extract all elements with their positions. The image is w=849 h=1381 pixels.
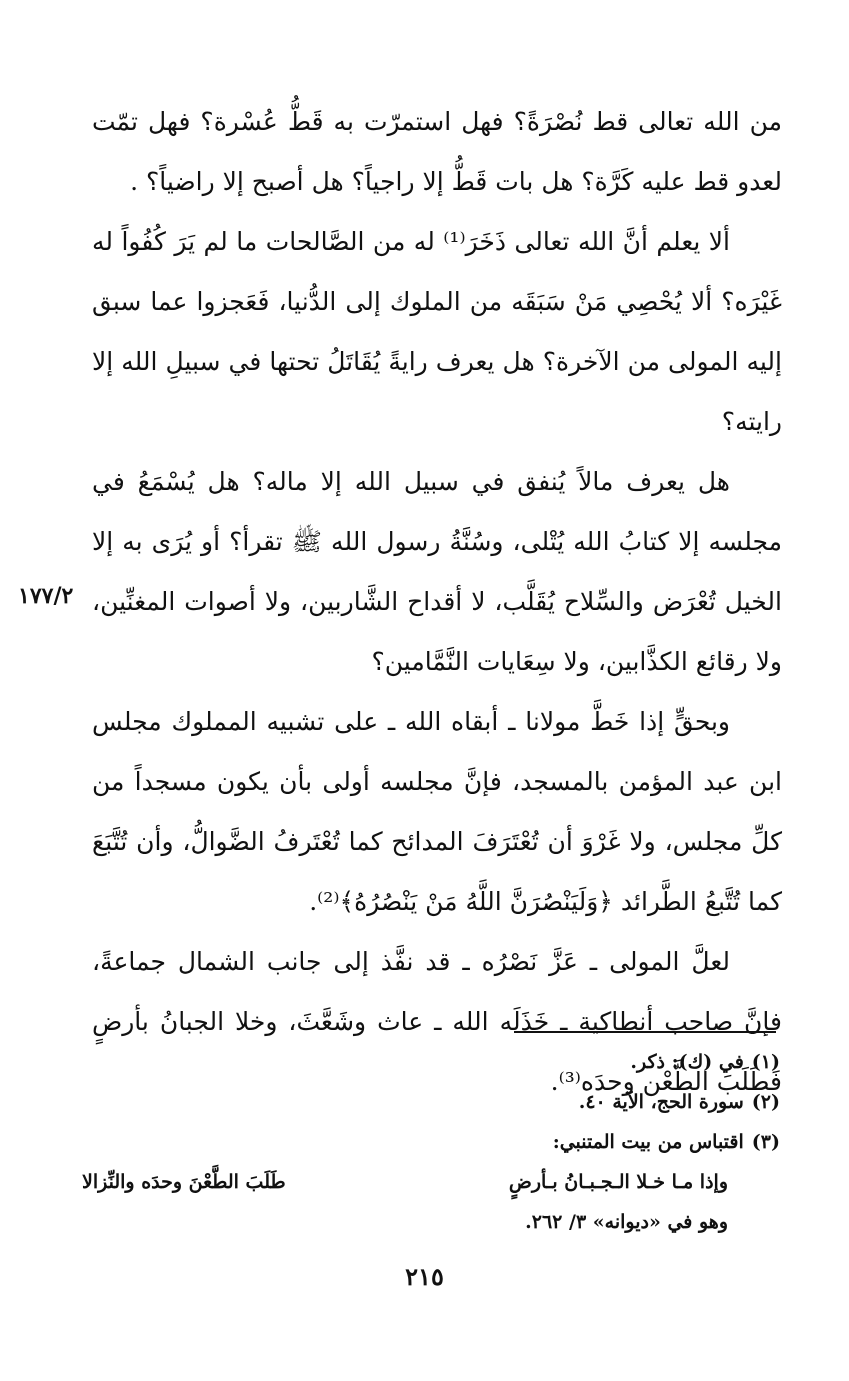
main-text xyxy=(92,92,782,1112)
footnote-3 xyxy=(60,1122,780,1162)
footnote-2 xyxy=(60,1082,780,1122)
footnote-text: سورة الحج، الآية ٤٠. xyxy=(578,1091,744,1113)
paragraph-3: هل يعرف مالاً يُنفق في سبيل الله إلا ماله؟ هل يُسْمَعُ في مجلسه إلا كتابُ الله يُتْلى، وسُنَّةُ رسول الله ﷺ تقرأ؟ أو يُرَى به إلا الخيل تُعْرَض والسِّلاح يُقَلَّب، لا أقداح الشَّاربين، ولا أصوات المغنِّين، ولا رقائع الكذَّابين، ولا سِعَايات النَّمَّامين؟ xyxy=(92,467,782,676)
footnote-number: (٣) xyxy=(751,1131,780,1153)
footnote-number: (٢) xyxy=(751,1091,780,1113)
margin-reference: ١٧٧/٢ xyxy=(18,583,74,609)
footnote-source: وهو في «ديوانه» ٣/ ٢٦٢. xyxy=(525,1211,728,1233)
page-number: ٢١٥ xyxy=(405,1262,444,1291)
footnotes xyxy=(60,1042,780,1242)
paragraph-4: وبحقٍّ إذا خَطَّ مولانا ـ أبقاه الله ـ على تشبيه المملوك مجلس ابن عبد المؤمن بالمسجد، فإنَّ مجلسه أولى بأن يكون مسجداً من كلِّ مجلس، ولا غَرْوَ أن تُعْتَرَفَ المدائح كما تُعْتَرفُ الضَّوالُّ، وأن تُتَّبَعَ كما تُتَّبعُ الطَّرائد ﴿وَلَيَنْصُرَنَّ اللَّهُ مَنْ يَنْصُرُهُ﴾⁽²⁾. xyxy=(92,707,782,916)
poetry-verse xyxy=(60,1162,780,1202)
paragraph-5: لعلَّ المولى ـ عَزَّ نَصْرُه ـ قد نفَّذ إلى جانب الشمال جماعةً، فإنَّ صاحب أنطاكية ـ خَذَلَه الله ـ عاث وشَعَّثَ، وخلا الجبانُ بأرضٍ فَطَلَبَ الطَّعْن وحدَه⁽³⁾. xyxy=(92,947,782,1096)
footnote-text: في (ك): ذكر. xyxy=(630,1051,744,1073)
verse-first-hemistich: وإذا مـا خـلا الـجـبـانُ بـأرضٍ xyxy=(508,1171,728,1193)
footnote-1 xyxy=(60,1042,780,1082)
paragraph-1: من الله تعالى قط نُصْرَةً؟ فهل استمرّت به قَطُّ عُسْرة؟ فهل تمّت لعدو قط عليه كَرَّة؟ هل بات قَطُّ إلا راجياً؟ هل أصبح إلا راضياً؟ . xyxy=(92,107,782,196)
footnote-number: (١) xyxy=(751,1051,780,1073)
footnote-divider xyxy=(514,1031,776,1033)
verse-second-hemistich: طَلَبَ الطَّعْنَ وحدَه والنِّزالا xyxy=(82,1171,286,1193)
paragraph-2: ألا يعلم أنَّ الله تعالى ذَخَرَ⁽¹⁾ له من الصَّالحات ما لم يَرَ كُفُواً له غَيْرَه؟ ألا يُحْصِي مَنْ سَبَقَه من الملوك إلى الدُّنيا، فَعَجزوا عما سبق إليه المولى من الآخرة؟ هل يعرف رايةً يُقَاتَلُ تحتها في سبيلِ الله إلا رايته؟ xyxy=(92,227,782,436)
footnote-text: اقتباس من بيت المتنبي: xyxy=(552,1131,744,1153)
